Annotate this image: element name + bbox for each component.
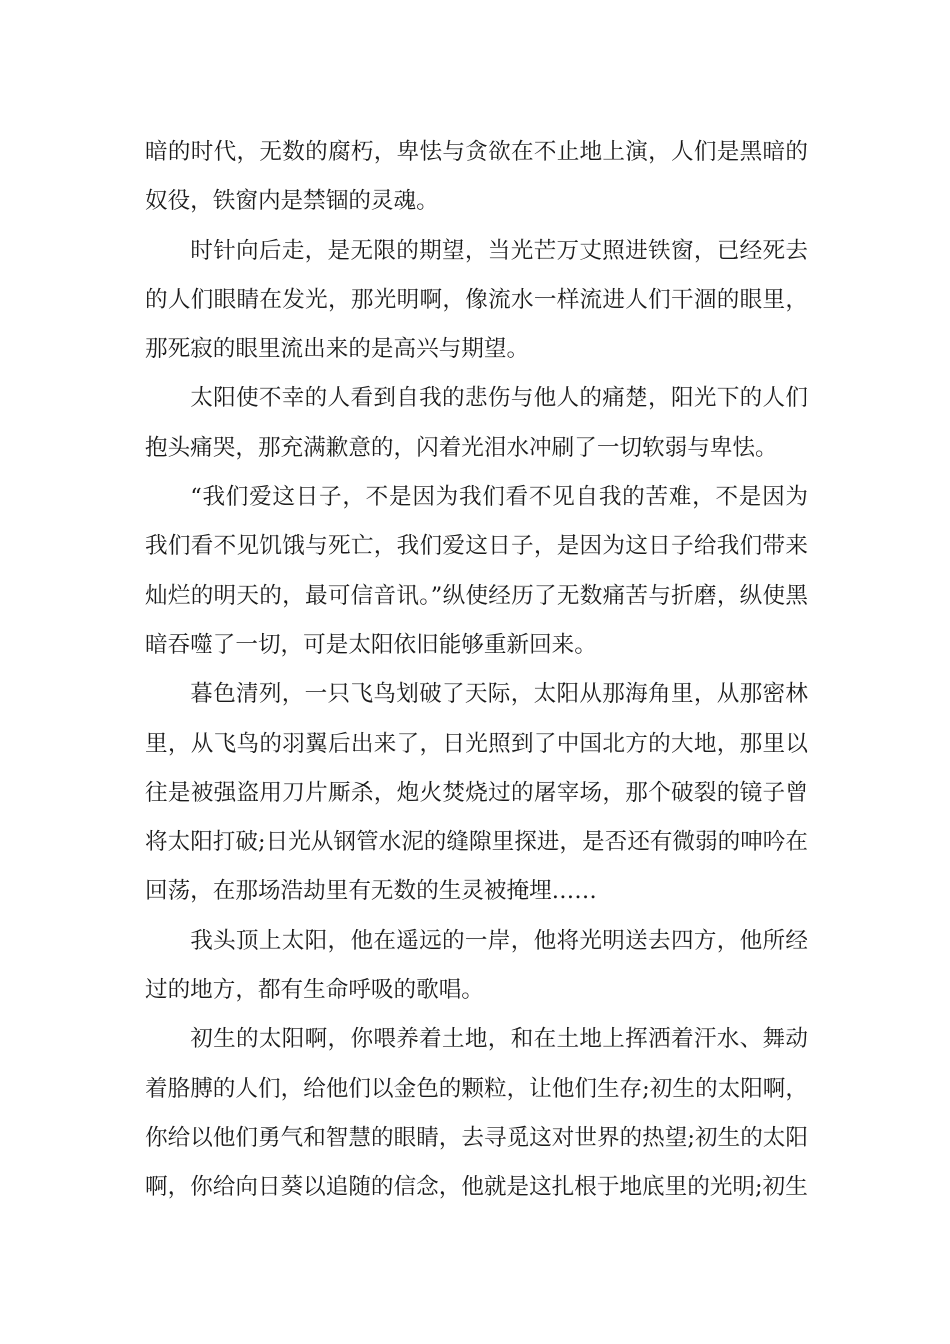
paragraph-1: 暗的时代，无数的腐朽，卑怯与贪欲在不止地上演，人们是黑暗的奴役，铁窗内是禁锢的灵魂。: [145, 139, 808, 215]
paragraph-4: “我们爱这日子，不是因为我们看不见自我的苦难，不是因为我们看不见饥饿与死亡，我们爱这日子，是因为这日子给我们带来灿烂的明天的，最可信音讯。”纵使经历了无数痛苦与折磨，纵使黑暗吞噬了一切，可是太阳依旧能够重新回来。: [145, 484, 808, 658]
paragraph-6: 我头顶上太阳，他在遥远的一岸，他将光明送去四方，他所经过的地方，都有生命呼吸的歌唱。: [145, 927, 808, 1004]
paragraph-7: 初生的太阳啊，你喂养着土地，和在土地上挥洒着汗水、舞动着胳膊的人们，给他们以金色的颗粒，让他们生存;初生的太阳啊，你给以他们勇气和智慧的眼睛，去寻觅这对世界的热望;初生的太阳啊，你给向日葵以追随的信念，他就是这扎根于地底里的光明;初生: [145, 1026, 808, 1201]
paragraph-3: 太阳使不幸的人看到自我的悲伤与他人的痛楚，阳光下的人们抱头痛哭，那充满歉意的，闪着光泪水冲刷了一切软弱与卑怯。: [145, 385, 808, 461]
essay-body: [145, 128, 808, 1213]
paragraph-5: 暮色清列，一只飞鸟划破了天际，太阳从那海角里，从那密林里，从飞鸟的羽翼后出来了，日光照到了中国北方的大地，那里以往是被强盗用刀片厮杀，炮火焚烧过的屠宰场，那个破裂的镜子曾将太阳打破;日光从钢管水泥的缝隙里探进，是否还有微弱的呻吟在回荡，在那场浩劫里有无数的生灵被掩埋……: [145, 681, 808, 905]
paragraph-2: 时针向后走，是无限的期望，当光芒万丈照进铁窗，已经死去的人们眼睛在发光，那光明啊，像流水一样流进人们干涸的眼里，那死寂的眼里流出来的是高兴与期望。: [145, 237, 808, 363]
